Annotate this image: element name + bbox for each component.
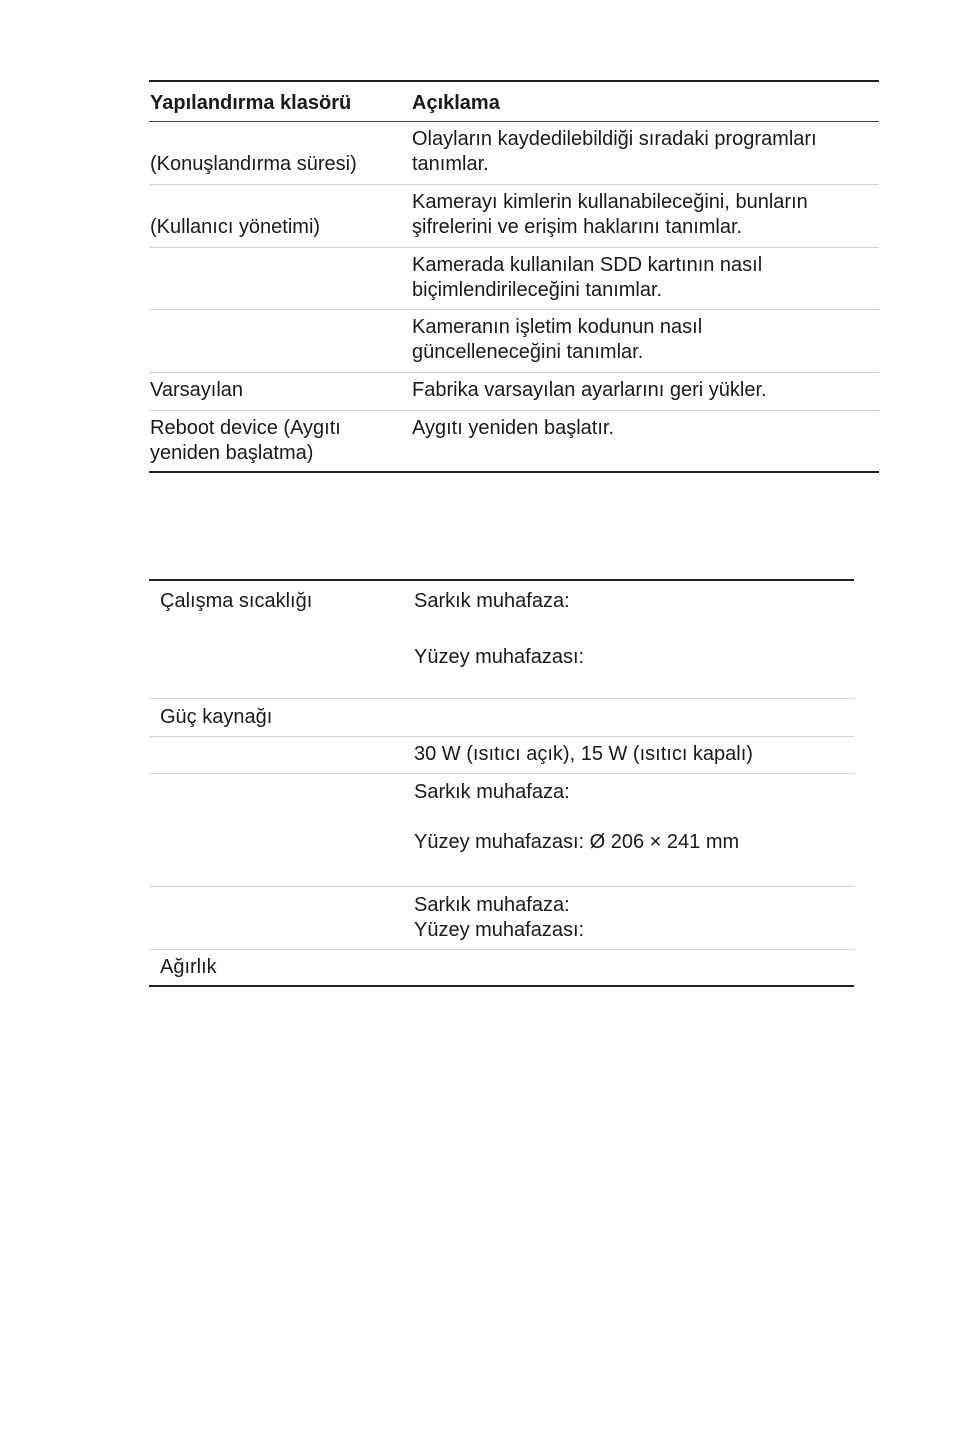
spec-value-line: Yüzey muhafazası: <box>414 646 585 668</box>
folder-name-line: yeniden başlatma) <box>150 441 314 464</box>
spec-value-cell <box>414 736 854 773</box>
description-line: Aygıtı yeniden başlatır. <box>412 416 614 439</box>
folder-cell <box>149 372 410 410</box>
table-row <box>149 184 879 247</box>
description-cell <box>410 121 879 184</box>
table-row <box>149 580 854 698</box>
description-cell <box>410 184 879 247</box>
description-line: Olayların kaydedilebildiği sıradaki programları <box>412 127 817 150</box>
spec-label: Çalışma sıcaklığı <box>160 590 313 612</box>
folder-name-line: Reboot device (Aygıtı <box>150 416 341 439</box>
table-row <box>149 121 879 184</box>
folder-cell <box>149 410 410 472</box>
table-row <box>149 886 854 949</box>
spec-value-cell <box>414 698 854 736</box>
table-row <box>149 410 879 472</box>
folder-name: (Konuşlandırma süresi) <box>150 152 357 175</box>
table-row <box>149 736 854 773</box>
folder-cell <box>149 184 410 247</box>
table-header-row <box>149 81 879 121</box>
description-line: Kamerada kullanılan SDD kartının nasıl <box>412 253 763 276</box>
description-line: Fabrika varsayılan ayarlarını geri yükler. <box>412 378 767 401</box>
spec-label: Güç kaynağı <box>160 705 273 728</box>
folder-cell <box>149 121 410 184</box>
table-row <box>149 247 879 309</box>
description-cell <box>410 247 879 309</box>
description-cell <box>410 410 879 472</box>
specifications-table <box>149 579 854 987</box>
spec-label-cell <box>149 773 414 886</box>
description-line: Kameranın işletim kodunun nasıl <box>412 315 703 338</box>
spec-label-cell <box>149 949 414 986</box>
description-line: tanımlar. <box>412 152 489 175</box>
table-row <box>149 372 879 410</box>
description-cell <box>410 372 879 410</box>
table-row <box>149 949 854 986</box>
table-row <box>149 773 854 886</box>
column-header-folder: Yapılandırma klasörü <box>149 81 410 121</box>
folder-name: Varsayılan <box>150 378 244 401</box>
spec-value-line: Sarkık muhafaza: <box>414 893 570 916</box>
spec-label-cell <box>149 886 414 949</box>
spec-value-cell <box>414 886 854 949</box>
spec-label-cell <box>149 698 414 736</box>
spec-label: Ağırlık <box>160 955 217 978</box>
configuration-folders-table <box>149 80 879 473</box>
spec-value-cell <box>414 949 854 986</box>
spec-value-line: 30 W (ısıtıcı açık), 15 W (ısıtıcı kapalı) <box>414 742 753 765</box>
description-line: güncelleneceğini tanımlar. <box>412 340 644 363</box>
spec-label-cell <box>149 736 414 773</box>
description-line: şifrelerini ve erişim haklarını tanımlar. <box>412 215 743 238</box>
spec-value-cell <box>414 580 854 698</box>
description-line: Kamerayı kimlerin kullanabileceğini, bunların <box>412 190 808 213</box>
spec-value-line: Sarkık muhafaza: <box>414 590 570 612</box>
folder-cell <box>149 247 410 309</box>
description-cell <box>410 309 879 372</box>
spec-value-line: Yüzey muhafazası: Ø 206 × 241 mm <box>414 830 740 853</box>
table-row <box>149 309 879 372</box>
spec-label-cell <box>149 580 414 698</box>
folder-cell <box>149 309 410 372</box>
folder-name: (Kullanıcı yönetimi) <box>150 215 321 238</box>
column-header-description: Açıklama <box>410 81 879 121</box>
description-line: biçimlendirileceğini tanımlar. <box>412 278 663 301</box>
table-row <box>149 698 854 736</box>
spec-value-cell <box>414 773 854 886</box>
spec-value-line: Yüzey muhafazası: <box>414 918 585 941</box>
spec-value-line: Sarkık muhafaza: <box>414 780 570 803</box>
